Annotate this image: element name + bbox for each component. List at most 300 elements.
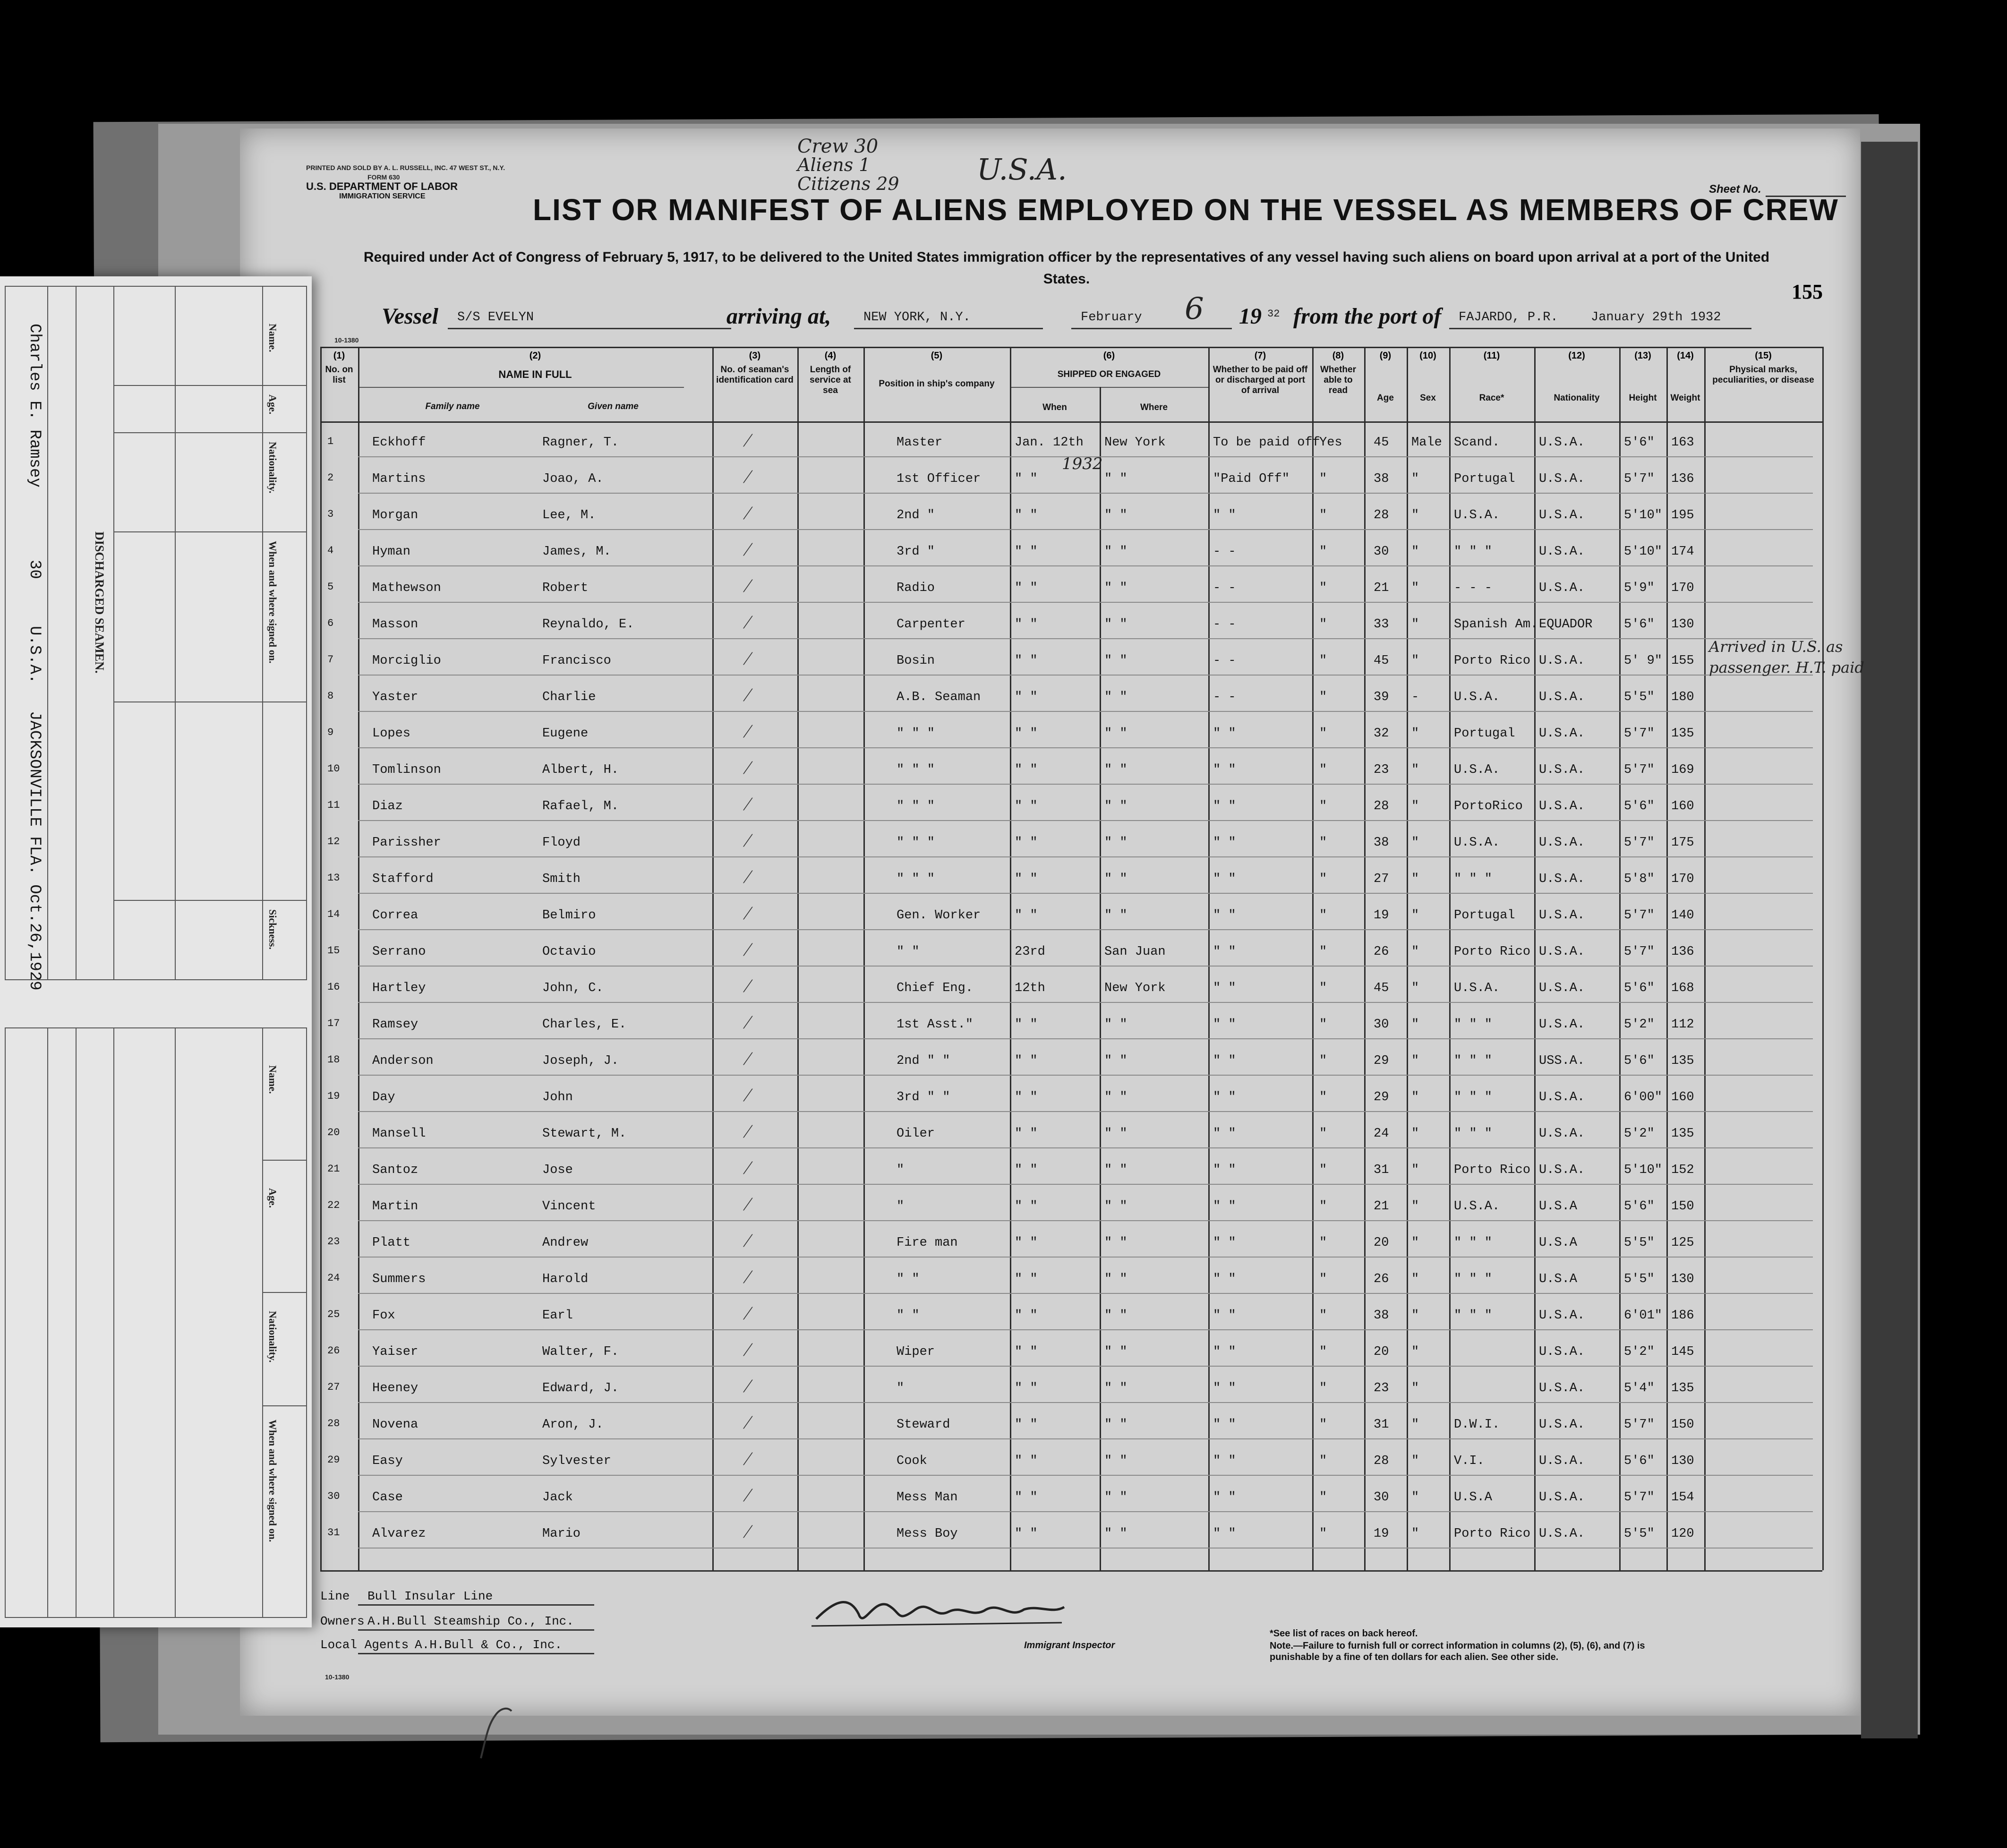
family-name: Easy <box>372 1454 403 1468</box>
nationality: U.S.A. <box>1539 654 1585 668</box>
col-6-label: SHIPPED OR ENGAGED <box>1057 369 1161 379</box>
form-code-top: 10-1380 <box>334 336 359 344</box>
col-12-number: (12) <box>1568 351 1585 361</box>
position: " <box>897 1199 905 1214</box>
id-card-check-mark: / <box>741 1339 755 1360</box>
age: 28 <box>1374 799 1389 813</box>
age: 31 <box>1374 1163 1389 1177</box>
able-to-read: " <box>1319 1454 1327 1468</box>
able-to-read: " <box>1319 1054 1327 1068</box>
sex: " <box>1411 1018 1419 1032</box>
shipped-when: " " <box>1015 1454 1038 1468</box>
age: 20 <box>1374 1345 1389 1359</box>
weight: 150 <box>1671 1418 1694 1432</box>
able-to-read: " <box>1319 1527 1327 1541</box>
height: 5'7" <box>1624 1490 1655 1505</box>
able-to-read: " <box>1319 799 1327 813</box>
family-name: Diaz <box>372 799 403 813</box>
shipped-when: " " <box>1015 872 1038 886</box>
year-handwritten-note: 1932 <box>1062 454 1103 473</box>
shipped-where: " " <box>1104 1127 1127 1141</box>
sex: " <box>1411 1090 1419 1104</box>
col-6-number: (6) <box>1103 351 1115 361</box>
height: 5'2" <box>1624 1018 1655 1032</box>
sheet-number-label: Sheet No. <box>1709 183 1761 196</box>
col-border-11 <box>1534 347 1536 1570</box>
nationality: U.S.A. <box>1539 1127 1585 1141</box>
col-15-number: (15) <box>1755 351 1772 361</box>
weight: 130 <box>1671 617 1694 632</box>
given-name: Floyd <box>542 836 581 850</box>
id-card-check-mark: / <box>741 1230 755 1251</box>
height: 5'6" <box>1624 617 1655 632</box>
family-name: Ramsey <box>372 1018 418 1032</box>
race: U.S.A. <box>1454 836 1500 850</box>
height: 5'5" <box>1624 1527 1655 1541</box>
weight: 136 <box>1671 945 1694 959</box>
weight: 168 <box>1671 981 1694 995</box>
id-card-check-mark: / <box>741 1084 755 1105</box>
paid-off-status: " " <box>1213 836 1236 850</box>
weight: 140 <box>1671 908 1694 923</box>
row-rule <box>358 711 1813 712</box>
given-name: Octavio <box>542 945 596 959</box>
given-name: Francisco <box>542 654 611 668</box>
line-label: Line <box>320 1589 350 1603</box>
weight: 175 <box>1671 836 1694 850</box>
sex: " <box>1411 654 1419 668</box>
discharged-seaman-name: Charles E. Ramsey <box>26 324 43 488</box>
citizens-count-note: Citizens 29 <box>797 173 899 194</box>
strip-signed-label-2: When and where signed on. <box>267 1420 279 1542</box>
race: " " " <box>1454 1127 1493 1141</box>
sex: " <box>1411 799 1419 813</box>
family-name: Correa <box>372 908 418 923</box>
given-name: Aron, J. <box>542 1418 604 1432</box>
sex: " <box>1411 545 1419 559</box>
age: 38 <box>1374 836 1389 850</box>
id-card-check-mark: / <box>741 648 755 669</box>
nationality: U.S.A. <box>1539 945 1585 959</box>
nationality: U.S.A <box>1539 1272 1578 1286</box>
position: Carpenter <box>897 617 965 632</box>
family-name: Morgan <box>372 508 418 522</box>
age: 30 <box>1374 1018 1389 1032</box>
col-border-6a <box>1100 387 1101 1570</box>
able-to-read: " <box>1319 1236 1327 1250</box>
able-to-read: " <box>1319 690 1327 704</box>
id-card-check-mark: / <box>741 902 755 924</box>
sex: " <box>1411 872 1419 886</box>
position: " " <box>897 1309 920 1323</box>
position: Oiler <box>897 1127 935 1141</box>
row-number: 6 <box>327 617 334 629</box>
race: V.I. <box>1454 1454 1485 1468</box>
sex: " <box>1411 1054 1419 1068</box>
paid-off-status: " " <box>1213 1018 1236 1032</box>
row-number: 3 <box>327 508 334 520</box>
race: Porto Rico <box>1454 1527 1531 1541</box>
height: 6'00" <box>1624 1090 1663 1104</box>
row-number: 17 <box>327 1018 340 1029</box>
shipped-when: " " <box>1015 1090 1038 1104</box>
row-rule <box>358 747 1813 748</box>
line-name: Bull Insular Line <box>367 1589 493 1603</box>
age: 19 <box>1374 908 1389 923</box>
shipped-when: " " <box>1015 1309 1038 1323</box>
col-border-12 <box>1619 347 1621 1570</box>
col-border-13 <box>1666 347 1668 1570</box>
position: Steward <box>897 1418 950 1432</box>
position: " " " <box>897 763 935 777</box>
able-to-read: " <box>1319 727 1327 741</box>
col-border-6 <box>1208 347 1210 1570</box>
position: 2nd " <box>897 508 935 522</box>
departure-port: FAJARDO, P.R. <box>1459 310 1558 325</box>
row-rule <box>358 638 1813 639</box>
age: 31 <box>1374 1418 1389 1432</box>
id-card-check-mark: / <box>741 502 755 523</box>
sex: " <box>1411 1381 1419 1395</box>
sex: " <box>1411 1236 1419 1250</box>
row-number: 28 <box>327 1418 340 1429</box>
paid-off-status: " " <box>1213 508 1236 522</box>
weight: 180 <box>1671 690 1694 704</box>
nationality: U.S.A. <box>1539 1345 1585 1359</box>
col-3-number: (3) <box>749 351 761 361</box>
arrival-day: 6 <box>1185 291 1204 326</box>
age: 45 <box>1374 654 1389 668</box>
given-name: Albert, H. <box>542 763 619 777</box>
race: U.S.A. <box>1454 690 1500 704</box>
weight: 125 <box>1671 1236 1694 1250</box>
weight: 150 <box>1671 1199 1694 1214</box>
able-to-read: " <box>1319 763 1327 777</box>
paid-off-status: " " <box>1213 1490 1236 1505</box>
id-card-check-mark: / <box>741 830 755 851</box>
page-number: 155 <box>1792 280 1823 303</box>
id-card-check-mark: / <box>741 1157 755 1178</box>
given-name: Joao, A. <box>542 472 604 486</box>
nationality: U.S.A. <box>1539 1454 1585 1468</box>
paid-off-status: " " <box>1213 1236 1236 1250</box>
col-border-9 <box>1407 347 1408 1570</box>
shipped-when: " " <box>1015 1054 1038 1068</box>
family-name: Anderson <box>372 1054 434 1068</box>
race: U.S.A. <box>1454 981 1500 995</box>
sex: " <box>1411 1345 1419 1359</box>
shipped-where: " " <box>1104 1490 1127 1505</box>
col-11-label: Race* <box>1479 393 1504 403</box>
paid-off-status: " " <box>1213 1345 1236 1359</box>
height: 5'6" <box>1624 1199 1655 1214</box>
id-card-check-mark: / <box>741 1412 755 1433</box>
nationality: U.S.A. <box>1539 690 1585 704</box>
shipped-where: " " <box>1104 654 1127 668</box>
nationality: U.S.A <box>1539 1236 1578 1250</box>
given-name: Joseph, J. <box>542 1054 619 1068</box>
age: 28 <box>1374 508 1389 522</box>
col-border-8 <box>1364 347 1366 1570</box>
nationality: U.S.A. <box>1539 799 1585 813</box>
weight: 155 <box>1671 654 1694 668</box>
nationality: USS.A. <box>1539 1054 1585 1068</box>
shipped-where: " " <box>1104 1527 1127 1541</box>
able-to-read: " <box>1319 1163 1327 1177</box>
height: 5'7" <box>1624 836 1655 850</box>
col-13-number: (13) <box>1634 351 1651 361</box>
height: 5'7" <box>1624 727 1655 741</box>
id-card-check-mark: / <box>741 757 755 778</box>
discharged-seamen-title: DISCHARGED SEAMEN. <box>93 531 106 674</box>
row-number: 13 <box>327 872 340 884</box>
strip-age-label-2: Age. <box>267 1188 279 1208</box>
able-to-read: " <box>1319 581 1327 595</box>
able-to-read: " <box>1319 1090 1327 1104</box>
row-number: 16 <box>327 981 340 993</box>
family-name: Alvarez <box>372 1527 426 1541</box>
race: " " " <box>1454 1272 1493 1286</box>
nationality: U.S.A. <box>1539 436 1585 450</box>
table-header-border <box>320 421 1822 423</box>
position: " " " <box>897 799 935 813</box>
nationality: U.S.A. <box>1539 1490 1585 1505</box>
nationality: U.S.A. <box>1539 872 1585 886</box>
height: 5' 9" <box>1624 654 1663 668</box>
race: Porto Rico <box>1454 1163 1531 1177</box>
col-9-label: Age <box>1377 393 1394 403</box>
weight: 145 <box>1671 1345 1694 1359</box>
row-rule <box>358 493 1813 494</box>
row-rule <box>358 1329 1813 1330</box>
id-card-check-mark: / <box>741 793 755 814</box>
given-name: Harold <box>542 1272 589 1286</box>
id-card-check-mark: / <box>741 1266 755 1287</box>
shipped-when: " " <box>1015 1490 1038 1505</box>
nationality: U.S.A. <box>1539 1381 1585 1395</box>
col-1-number: (1) <box>333 351 345 361</box>
row-number: 10 <box>327 763 340 775</box>
weight: 120 <box>1671 1527 1694 1541</box>
position: " <box>897 1381 905 1395</box>
col-5-label: Position in ship's company <box>879 379 995 389</box>
height: 5'7" <box>1624 763 1655 777</box>
race: Porto Rico <box>1454 654 1531 668</box>
col-14-label: Weight <box>1670 393 1700 403</box>
sex: " <box>1411 1454 1419 1468</box>
row-rule <box>358 820 1813 821</box>
height: 5'6" <box>1624 981 1655 995</box>
height: 5'5" <box>1624 690 1655 704</box>
owners-label: Owners <box>320 1614 365 1628</box>
family-name: Parissher <box>372 836 441 850</box>
race: D.W.I. <box>1454 1418 1500 1432</box>
age: 21 <box>1374 1199 1389 1214</box>
shipped-when: 23rd <box>1015 945 1045 959</box>
height: 5'5" <box>1624 1272 1655 1286</box>
height: 5'7" <box>1624 908 1655 923</box>
able-to-read: Yes <box>1319 436 1342 450</box>
age: 30 <box>1374 1490 1389 1505</box>
shipped-when: " " <box>1015 1381 1038 1395</box>
paid-off-status: " " <box>1213 1272 1236 1286</box>
col-border-2 <box>712 347 714 1570</box>
weight: 135 <box>1671 1381 1694 1395</box>
paid-off-status: " " <box>1213 1163 1236 1177</box>
height: 6'01" <box>1624 1309 1663 1323</box>
able-to-read: " <box>1319 872 1327 886</box>
able-to-read: " <box>1319 1127 1327 1141</box>
family-name: Serrano <box>372 945 426 959</box>
id-card-check-mark: / <box>741 1484 755 1506</box>
nationality: U.S.A. <box>1539 1309 1585 1323</box>
race: " " " <box>1454 545 1493 559</box>
usa-handwritten-note: U.S.A. <box>977 152 1067 187</box>
weight: 160 <box>1671 1090 1694 1104</box>
id-card-check-mark: / <box>741 939 755 960</box>
row-number: 4 <box>327 545 334 556</box>
nationality: U.S.A <box>1539 1199 1578 1214</box>
sex: " <box>1411 1309 1419 1323</box>
row-number: 12 <box>327 836 340 847</box>
height: 5'6" <box>1624 1054 1655 1068</box>
row-number: 7 <box>327 654 334 666</box>
shipped-where: " " <box>1104 690 1127 704</box>
owners-underline <box>358 1629 594 1631</box>
family-name: Santoz <box>372 1163 418 1177</box>
shipped-where: " " <box>1104 1272 1127 1286</box>
row-rule <box>358 565 1813 566</box>
able-to-read: " <box>1319 617 1327 632</box>
given-name: Jack <box>542 1490 573 1505</box>
weight: 130 <box>1671 1454 1694 1468</box>
strip-age-label: Age. <box>267 394 279 415</box>
vessel-label: Vessel <box>382 304 438 329</box>
age: 29 <box>1374 1090 1389 1104</box>
table-top-border <box>320 347 1822 348</box>
given-name: Belmiro <box>542 908 596 923</box>
sex: - <box>1411 690 1419 704</box>
able-to-read: " <box>1319 1381 1327 1395</box>
age: 33 <box>1374 617 1389 632</box>
paid-off-status: " " <box>1213 908 1236 923</box>
col-12-label: Nationality <box>1554 393 1600 403</box>
nationality: U.S.A. <box>1539 727 1585 741</box>
nationality: U.S.A. <box>1539 545 1585 559</box>
row-number: 11 <box>327 799 340 811</box>
col-7-label: Whether to be paid off or discharged at port of arrival <box>1213 365 1308 395</box>
family-name: Morciglio <box>372 654 441 668</box>
height: 5'7" <box>1624 472 1655 486</box>
family-name: Martin <box>372 1199 418 1214</box>
given-name: Rafael, M. <box>542 799 619 813</box>
row-rule <box>358 602 1813 603</box>
race: Portugal <box>1454 727 1515 741</box>
position: 3rd " " <box>897 1090 950 1104</box>
paid-off-status: - - <box>1213 617 1236 632</box>
age: 45 <box>1374 981 1389 995</box>
nationality: U.S.A. <box>1539 1018 1585 1032</box>
shipped-when: " " <box>1015 799 1038 813</box>
height: 5'6" <box>1624 799 1655 813</box>
row-number: 23 <box>327 1236 340 1248</box>
position: 1st Officer <box>897 472 981 486</box>
row-number: 18 <box>327 1054 340 1066</box>
row-number: 26 <box>327 1345 340 1357</box>
printer-line: PRINTED AND SOLD BY A. L. RUSSELL, INC. 47 WEST ST., N.Y. <box>306 164 505 171</box>
row-number: 9 <box>327 727 334 738</box>
sex: " <box>1411 1272 1419 1286</box>
nationality: U.S.A. <box>1539 1163 1585 1177</box>
age: 26 <box>1374 1272 1389 1286</box>
age: 38 <box>1374 472 1389 486</box>
able-to-read: " <box>1319 1199 1327 1214</box>
shipped-when: " " <box>1015 472 1038 486</box>
age: 23 <box>1374 1381 1389 1395</box>
id-card-check-mark: / <box>741 611 755 633</box>
id-card-check-mark: / <box>741 1302 755 1324</box>
row-rule <box>358 1220 1813 1221</box>
position: Chief Eng. <box>897 981 974 995</box>
race: " " " <box>1454 872 1493 886</box>
col-border-3 <box>797 347 799 1570</box>
age: 29 <box>1374 1054 1389 1068</box>
department-name: U.S. DEPARTMENT OF LABOR <box>306 180 458 192</box>
aliens-count-note: Aliens 1 <box>797 154 871 175</box>
weight: 154 <box>1671 1490 1694 1505</box>
age: 19 <box>1374 1527 1389 1541</box>
shipped-where: " " <box>1104 1418 1127 1432</box>
col-4-number: (4) <box>824 351 837 361</box>
strip-nationality-label: Nationality. <box>267 442 279 494</box>
col-4-label: Length of service at sea <box>810 365 851 395</box>
paid-off-status: " " <box>1213 1090 1236 1104</box>
paid-off-status: " " <box>1213 872 1236 886</box>
able-to-read: " <box>1319 472 1327 486</box>
paid-off-status: " " <box>1213 1127 1236 1141</box>
family-name: Eckhoff <box>372 436 426 450</box>
position: A.B. Seaman <box>897 690 981 704</box>
shipped-when: " " <box>1015 1418 1038 1432</box>
shipped-when: " " <box>1015 1199 1038 1214</box>
able-to-read: " <box>1319 654 1327 668</box>
able-to-read: " <box>1319 545 1327 559</box>
family-name: Heeney <box>372 1381 418 1395</box>
shipped-when: " " <box>1015 1272 1038 1286</box>
family-name: Hyman <box>372 545 411 559</box>
col-border-right <box>1822 347 1824 1570</box>
col-6-when-label: When <box>1042 402 1067 412</box>
shipped-where: " " <box>1104 799 1127 813</box>
sex: " <box>1411 1163 1419 1177</box>
id-card-check-mark: / <box>741 1011 755 1033</box>
row-rule <box>358 856 1813 857</box>
col-3-label: No. of seaman's identification card <box>716 365 794 385</box>
id-card-check-mark: / <box>741 1448 755 1469</box>
race: PortoRico <box>1454 799 1523 813</box>
nationality: U.S.A. <box>1539 1418 1585 1432</box>
sex: " <box>1411 617 1419 632</box>
col-6-where-label: Where <box>1140 402 1168 412</box>
paid-off-status: " " <box>1213 1527 1236 1541</box>
able-to-read: " <box>1319 1418 1327 1432</box>
shipped-where: " " <box>1104 872 1127 886</box>
sex: " <box>1411 1490 1419 1505</box>
shipped-where: " " <box>1104 545 1127 559</box>
family-name: Fox <box>372 1309 395 1323</box>
id-card-check-mark: / <box>741 575 755 596</box>
from-port-label: from the port of <box>1293 304 1442 329</box>
